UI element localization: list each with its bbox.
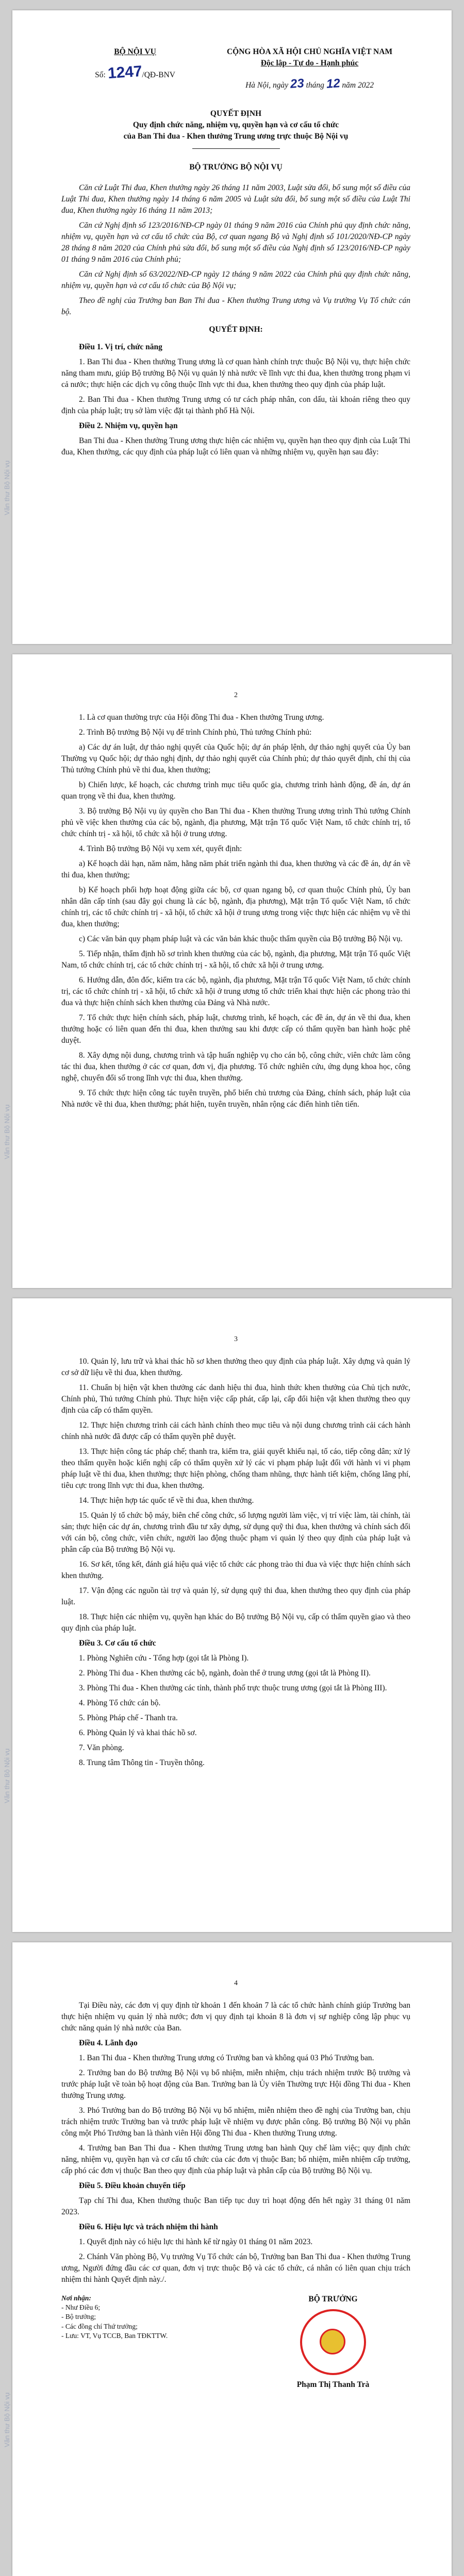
legal-basis-1: Căn cứ Luật Thi đua, Khen thưởng ngày 26 tháng 11 năm 2003, Luật sửa đổi, bổ sung một số điều của Luật Thi đua, Khen thưởng ngày 14 tháng 6 năm 2005 và Luật sửa đổi, bổ sung một số điều của Luật Thi đua, Khen thưởng ngày 16 tháng 11 năm 2013; <box>61 183 410 215</box>
document-subtitle-2: của Ban Thi đua - Khen thưởng Trung ương trực thuộc Bộ Nội vụ <box>123 132 349 141</box>
org-unit: 1. Phòng Nghiên cứu - Tổng hợp (gọi tắt là Phòng I). <box>79 1653 249 1663</box>
signer-name: Phạm Thị Thanh Trà <box>296 2380 370 2389</box>
clause: 10. Quản lý, lưu trữ và khai thác hồ sơ khen thưởng theo quy định của pháp luật. Xây dựng và quản lý cơ sở dữ liệu về thi đua, khen thưởng. <box>61 1357 410 1377</box>
article-1-clause-1: 1. Ban Thi đua - Khen thưởng Trung ương là cơ quan hành chính trực thuộc Bộ Nội vụ, thực hiện chức năng tham mưu, giúp Bộ trưởng Bộ Nội vụ quản lý nhà nước về lĩnh vực thi đua, khen thưởng trong phạm vi cả nước; thực hiện các dịch vụ công thuộc lĩnh vực thi đua, khen thưởng theo quy định của pháp luật. <box>61 358 410 389</box>
clause: 1. Ban Thi đua - Khen thưởng Trung ương có Trưởng ban và không quá 03 Phó Trưởng ban. <box>79 2053 374 2062</box>
article-2-intro: Ban Thi đua - Khen thưởng Trung ương thực hiện các nhiệm vụ, quyền hạn theo quy định của Luật Thi đua, Khen thưởng, các quy định của pháp luật có liên quan và những nhiệm vụ, quyền hạn sau đây: <box>61 436 410 457</box>
clause: 5. Tiếp nhận, thẩm định hồ sơ trình khen thưởng của các bộ, ngành, địa phương, Mặt trận Tổ quốc Việt Nam, tổ chức chính trị, các tổ chức chính trị - xã hội, tổ chức xã hội ở trung ương. <box>61 949 410 970</box>
clause: 12. Thực hiện chương trình cải cách hành chính theo mục tiêu và nội dung chương trình cải cách hành chính nhà nước đã được cấp có thẩm quyền phê duyệt. <box>61 1420 410 1441</box>
org-unit: 3. Phòng Thi đua - Khen thưởng các tỉnh, thành phố trực thuộc trung ương (gọi tắt là Phòng III). <box>79 1683 387 1692</box>
clause: 17. Vận động các nguồn tài trợ và quản lý, sử dụng quỹ thi đua, khen thưởng theo quy định của pháp luật. <box>61 1586 410 1606</box>
page-number: 3 <box>234 1335 238 1343</box>
page-2 <box>12 654 452 1288</box>
clause: 9. Tổ chức thực hiện công tác tuyên truyền, phổ biến chủ trương của Đảng, chính sách, pháp luật của Nhà nước về thi đua, khen thưởng; phát hiện, tuyên truyền, nhân rộng các điển hình tiên tiến. <box>61 1088 410 1109</box>
watermark: Văn thư Bộ Nội vụ <box>3 2392 11 2447</box>
page-number: 4 <box>234 1979 238 1987</box>
clause: 15. Quản lý tổ chức bộ máy, biên chế công chức, số lượng người làm việc, vị trí việc làm, tài chính, tài sản; thực hiện các dự án, chương trình đầu tư xây dựng, sử dụng quỹ thi đua, khen thưởng và chính sách đối với cán bộ, công chức, viên chức, người lao động thuộc phạm vi quản lý theo quy định của pháp luật và phân cấp của Bộ trưởng Bộ Nội vụ. <box>61 1511 410 1554</box>
clause: Tạp chí Thi đua, Khen thưởng thuộc Ban tiếp tục duy trì hoạt động đến hết ngày 31 tháng 01 năm 2023. <box>61 2196 410 2216</box>
recipients: Nơi nhận: - Như Điều 6; - Bộ trưởng; - Các đồng chí Thứ trưởng; - Lưu: VT, Vụ TCCB, Ban TĐKTTW. <box>61 2294 221 2391</box>
article-1-heading: Điều 1. Vị trí, chức năng <box>79 343 162 352</box>
page-1 <box>12 10 452 644</box>
clause: c) Các văn bản quy phạm pháp luật và các văn bản khác thuộc thẩm quyền của Bộ trưởng Bộ Nội vụ. <box>79 934 403 943</box>
article-5-heading: Điều 5. Điều khoản chuyển tiếp <box>79 2181 186 2190</box>
document-subtitle-1: Quy định chức năng, nhiệm vụ, quyền hạn và cơ cấu tổ chức <box>132 121 339 130</box>
org-unit: 2. Phòng Thi đua - Khen thưởng các bộ, ngành, đoàn thể ở trung ương (gọi tắt là Phòng II). <box>79 1668 371 1677</box>
signature-block <box>61 2294 410 2391</box>
clause: 3. Bộ trưởng Bộ Nội vụ ủy quyền cho Ban Thi đua - Khen thưởng Trung ương trình Thủ tướng Chính phủ về việc khen thưởng của các bộ, ngành, địa phương, Mặt trận Tổ quốc Việt Nam, tổ chức chính trị, tổ chức chính trị - xã hội, tổ chức xã hội ở trung ương. <box>61 806 410 838</box>
legal-basis-3: Căn cứ Nghị định số 63/2022/NĐ-CP ngày 12 tháng 9 năm 2022 của Chính phủ quy định chức năng, nhiệm vụ, quyền hạn và cơ cấu tổ chức của Bộ Nội vụ; <box>61 270 410 291</box>
article-3-heading: Điều 3. Cơ cấu tổ chức <box>79 1638 156 1648</box>
decides-heading: QUYẾT ĐỊNH: <box>209 325 263 334</box>
clause: 2. Chánh Văn phòng Bộ, Vụ trưởng Vụ Tổ chức cán bộ, Trưởng ban Ban Thi đua - Khen thưởng Trung ương, Người đứng đầu các cơ quan, đơn vị trực thuộc Bộ và các tổ chức, cá nhân có liên quan chịu trách nhiệm thi hành Quyết định này./. <box>61 2252 410 2284</box>
clause: 16. Sơ kết, tổng kết, đánh giá hiệu quả việc tổ chức các phong trào thi đua và việc thực hiện chính sách khen thưởng. <box>61 1560 410 1580</box>
clause: 18. Thực hiện các nhiệm vụ, quyền hạn khác do Bộ trưởng Bộ Nội vụ, cấp có thẩm quyền giao và theo quy định của pháp luật. <box>61 1612 410 1633</box>
clause: a) Các dự án luật, dự thảo nghị quyết của Quốc hội; dự án pháp lệnh, dự thảo nghị quyết của Ủy ban Thường vụ Quốc hội; dự thảo nghị định, dự thảo nghị quyết của Chính phủ; dự thảo quyết định, chỉ thị của Thủ tướng Chính phủ về thi đua, khen thưởng; <box>61 742 410 774</box>
clause: 8. Xây dựng nội dung, chương trình và tập huấn nghiệp vụ cho cán bộ, công chức, viên chức làm công tác thi đua, khen thưởng ở các cơ quan, đơn vị, địa phương. Tổ chức nghiên cứu, ứng dụng khoa học, công nghệ, chuyển đổi số trong lĩnh vực thi đua, khen thưởng. <box>61 1050 410 1082</box>
clause: 14. Thực hiện hợp tác quốc tế về thi đua, khen thưởng. <box>79 1496 254 1505</box>
page-3 <box>12 1298 452 1932</box>
clause: 11. Chuẩn bị hiện vật khen thưởng các danh hiệu thi đua, hình thức khen thưởng của Chủ tịch nước, Chính phủ, Thủ tướng Chính phủ. Thực hiện việc cấp phát, cấp lại, cấp đổi hiện vật khen thưởng theo quy định của cấp có thẩm quyền. <box>61 1383 410 1415</box>
clause: b) Chiến lược, kế hoạch, các chương trình mục tiêu quốc gia, chương trình hành động, đề án, dự án quan trọng về thi đua, khen thưởng. <box>61 780 410 801</box>
document-title: QUYẾT ĐỊNH <box>210 109 262 118</box>
page-number: 2 <box>234 691 238 699</box>
legal-basis-4: Theo đề nghị của Trưởng ban Ban Thi đua - Khen thưởng Trung ương và Vụ trưởng Vụ Tổ chức cán bộ. <box>61 296 410 317</box>
republic-name: CỘNG HÒA XÃ HỘI CHỦ NGHĨA VIỆT NAM <box>226 47 393 56</box>
org-unit: 8. Trung tâm Thông tin - Truyền thông. <box>79 1758 205 1767</box>
motto: Độc lập - Tự do - Hạnh phúc <box>260 59 359 67</box>
clause: Tại Điều này, các đơn vị quy định từ khoản 1 đến khoản 7 là các tổ chức hành chính giúp Trưởng ban thực hiện nhiệm vụ quản lý nhà nước; đơn vị quy định tại khoản 8 là đơn vị sự nghiệp công lập phục vụ chức năng quản lý nhà nước của Ban. <box>61 2001 410 2032</box>
clause: 7. Tổ chức thực hiện chính sách, pháp luật, chương trình, kế hoạch, các đề án, dự án về thi đua, khen thưởng hoặc có liên quan đến thi đua, khen thưởng sau khi được cấp có thẩm quyền ban hành hoặc phê duyệt. <box>61 1013 410 1045</box>
clause: 4. Trưởng ban Ban Thi đua - Khen thưởng Trung ương ban hành Quy chế làm việc; quy định chức năng, nhiệm vụ, quyền hạn và cơ cấu tổ chức của các đơn vị thuộc Ban; bổ nhiệm, miễn nhiệm cấp trưởng, cấp phó các đơn vị thuộc Ban theo quy định của pháp luật và phân cấp của Bộ trưởng Bộ Nội vụ. <box>61 2143 410 2175</box>
clause: 1. Quyết định này có hiệu lực thi hành kể từ ngày 01 tháng 01 năm 2023. <box>79 2237 313 2246</box>
clause: 6. Hướng dẫn, đôn đốc, kiểm tra các bộ, ngành, địa phương, Mặt trận Tổ quốc Việt Nam, tổ chức chính trị, các tổ chức chính trị - xã hội, tổ chức xã hội ở trung ương tổ chức triển khai thực hiện các phong trào thi đua và thực hiện chính sách khen thưởng của Đảng và Nhà nước. <box>61 975 410 1007</box>
document-header <box>61 46 410 93</box>
official-seal <box>300 2309 366 2375</box>
signer <box>256 2294 410 2391</box>
legal-basis-2: Căn cứ Nghị định số 123/2016/NĐ-CP ngày 01 tháng 9 năm 2016 của Chính phủ quy định chức năng, nhiệm vụ, quyền hạn và cơ cấu tổ chức của Bộ, cơ quan ngang Bộ và Nghị định số 101/2020/NĐ-CP ngày 28 tháng 8 năm 2020 của Chính phủ sửa đổi, bổ sung một số điều của Nghị định số 123/2016/NĐ-CP ngày 01 tháng 9 năm 2016 của Chính phủ; <box>61 221 410 264</box>
org-unit: 5. Phòng Pháp chế - Thanh tra. <box>79 1713 178 1722</box>
handwritten-number: 1247 <box>107 62 143 82</box>
org-unit: 6. Phòng Quản lý và khai thác hồ sơ. <box>79 1728 197 1737</box>
clause: 4. Trình Bộ trưởng Bộ Nội vụ xem xét, quyết định: <box>79 844 242 853</box>
watermark: Văn thư Bộ Nội vụ <box>3 460 11 515</box>
minister-title: BỘ TRƯỞNG BỘ NỘI VỤ <box>189 163 283 172</box>
article-6-heading: Điều 6. Hiệu lực và trách nhiệm thi hành <box>79 2222 218 2231</box>
article-4-heading: Điều 4. Lãnh đạo <box>79 2038 138 2047</box>
clause: 1. Là cơ quan thường trực của Hội đồng Thi đua - Khen thưởng Trung ương. <box>79 713 324 722</box>
issue-date: Hà Nội, ngày 23 tháng 12 năm 2022 <box>245 76 374 91</box>
document-number: Số: 1247/QĐ-BNV <box>61 62 209 84</box>
agency-name: BỘ NỘI VỤ <box>114 47 156 56</box>
org-unit: 4. Phòng Tổ chức cán bộ. <box>79 1698 161 1707</box>
recipients-heading: Nơi nhận: <box>61 2294 91 2302</box>
clause: 13. Thực hiện công tác pháp chế; thanh tra, kiểm tra, giải quyết khiếu nại, tố cáo, tiếp công dân; xử lý theo thẩm quyền hoặc kiến nghị cấp có thẩm quyền xử lý các vi phạm pháp luật đối với hành vi vi phạm pháp luật về thi đua, khen thưởng; thực hiện phòng, chống tham nhũng, thực hành tiết kiệm, chống lãng phí, tiêu cực trong lĩnh vực thi đua, khen thưởng. <box>61 1447 410 1490</box>
clause: 2. Trưởng ban do Bộ trưởng Bộ Nội vụ bổ nhiệm, miễn nhiệm, chịu trách nhiệm trước Bộ trưởng và trước pháp luật về toàn bộ hoạt động của Ban. Trưởng ban là Ủy viên Thường trực Hội đồng Thi đua - Khen thưởng Trung ương. <box>61 2068 410 2100</box>
clause: 2. Trình Bộ trưởng Bộ Nội vụ để trình Chính phủ, Thủ tướng Chính phủ: <box>79 727 312 737</box>
page-4 <box>12 1942 452 2576</box>
watermark: Văn thư Bộ Nội vụ <box>3 1748 11 1803</box>
signer-title: BỘ TRƯỞNG <box>308 2294 358 2303</box>
clause: 3. Phó Trưởng ban do Bộ trưởng Bộ Nội vụ bổ nhiệm, miễn nhiệm theo đề nghị của Trưởng ban, chịu trách nhiệm trước Trưởng ban và trước pháp luật về nhiệm vụ được phân công. Bộ trưởng Bộ Nội vụ phân công một Phó Trưởng ban là thành viên Hội đồng Thi đua - Khen thưởng Trung ương. <box>61 2106 410 2138</box>
org-unit: 7. Văn phòng. <box>79 1743 124 1752</box>
article-2-heading: Điều 2. Nhiệm vụ, quyền hạn <box>79 421 178 431</box>
clause: a) Kế hoạch dài hạn, năm năm, hằng năm phát triển ngành thi đua, khen thưởng và các đề án, dự án về thi đua, khen thưởng; <box>61 859 410 879</box>
clause: b) Kế hoạch phối hợp hoạt động giữa các bộ, cơ quan ngang bộ, cơ quan thuộc Chính phủ, Ủy ban nhân dân cấp tỉnh (sau đây gọi chung là các bộ, ngành, địa phương), Mặt trận Tổ quốc Việt Nam, tổ chức chính trị, các tổ chức chính trị - xã hội, tổ chức xã hội ở trung ương trong việc thực hiện các nhiệm vụ về thi đua, khen thưởng; <box>61 885 410 928</box>
watermark: Văn thư Bộ Nội vụ <box>3 1104 11 1159</box>
article-1-clause-2: 2. Ban Thi đua - Khen thưởng Trung ương có tư cách pháp nhân, con dấu, tài khoản riêng theo quy định của pháp luật; trụ sở làm việc đặt tại thành phố Hà Nội. <box>61 395 410 416</box>
